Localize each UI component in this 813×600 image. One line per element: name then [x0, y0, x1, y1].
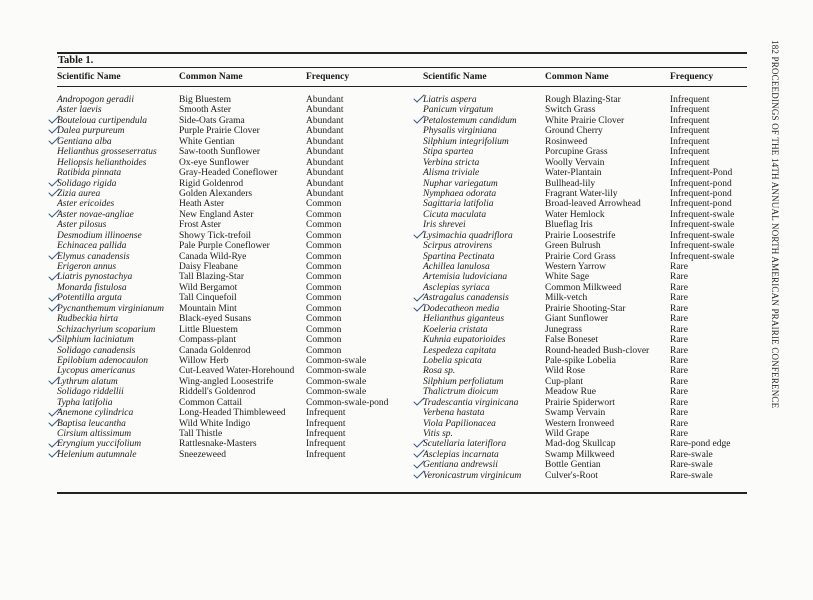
left-scientific-name-cell: Zizia aurea: [57, 188, 101, 199]
right-scientific-name-column: [423, 95, 521, 481]
right-frequency-cell: Rare: [670, 272, 688, 283]
right-common-name-cell: Broad-leaved Arrowhead: [545, 199, 641, 210]
left-scientific-name-cell: Cirsium altissimum: [57, 429, 132, 439]
right-scientific-name-cell: Silphium integrifolium: [423, 136, 509, 147]
bottom-rule: [57, 492, 747, 494]
left-frequency-cell: Abundant: [306, 188, 344, 199]
left-common-name-cell: Cut-Leaved Water-Horehound: [179, 366, 295, 377]
right-common-name-cell: False Boneset: [545, 335, 599, 346]
left-scientific-name-cell: Rudbeckia hirta: [57, 314, 118, 325]
left-frequency-cell: Common-swale: [306, 387, 367, 398]
left-common-name-cell: Tall Thistle: [179, 429, 223, 439]
right-scientific-name-cell: Viola Papilionacea: [423, 418, 496, 429]
right-common-name-cell: Fragrant Water-lily: [545, 188, 618, 199]
check-mark-icon: [413, 115, 425, 125]
left-scientific-name-cell: Dalea purpureum: [57, 126, 125, 137]
left-scientific-name-cell: Gentiana alba: [57, 136, 112, 147]
right-scientific-name-cell: Thalictrum dioicum: [423, 387, 499, 398]
left-frequency-cell: Abundant: [306, 157, 344, 168]
left-frequency-cell: Common: [306, 272, 342, 283]
left-frequency-cell: Common: [306, 220, 342, 231]
right-common-name-column: [545, 95, 649, 481]
right-frequency-cell: Rare: [670, 387, 688, 398]
left-frequency-cell: Common-swale: [306, 355, 367, 366]
right-common-name-cell: Swamp Milkweed: [545, 449, 615, 460]
right-scientific-name-cell: Sagittaria latifolia: [423, 199, 494, 210]
right-common-name-cell: Rosinweed: [545, 136, 588, 147]
left-scientific-name-cell: Typha latifolia: [57, 397, 113, 408]
left-common-name-cell: Golden Alexanders: [179, 188, 253, 199]
right-scientific-name-cell: Veronicastrum virginicum: [423, 470, 522, 481]
right-scientific-name-cell: Gentiana andrewsii: [423, 460, 498, 471]
check-mark-icon: [48, 209, 60, 219]
left-frequency-cell: Common: [306, 209, 342, 220]
right-common-name-cell: Blueflag Iris: [545, 220, 593, 231]
right-frequency-cell: Infrequent-swale: [670, 209, 735, 220]
left-scientific-name-cell: Monarda fistulosa: [57, 282, 127, 293]
left-scientific-name-cell: Aster laevis: [57, 105, 102, 116]
left-common-name-cell: Purple Prairie Clover: [179, 126, 260, 137]
right-common-name-cell: Bottle Gentian: [545, 460, 601, 471]
left-frequency-cell: Common: [306, 314, 342, 325]
right-common-name-cell: Green Bulrush: [545, 241, 601, 252]
left-scientific-name-cell: Solidago canadensis: [57, 345, 136, 356]
right-common-name-cell: Mad-dog Skullcap: [545, 439, 616, 450]
right-scientific-name-cell: Asclepias syriaca: [423, 282, 490, 293]
right-frequency-cell: Rare: [670, 408, 688, 419]
right-scientific-name-cell: Verbena hastata: [423, 408, 485, 419]
left-scientific-name-cell: Aster ericoides: [57, 199, 115, 210]
left-scientific-name-cell: Erigeron annus: [57, 262, 117, 272]
left-scientific-name-cell: Helianthus grosseserratus: [57, 147, 157, 158]
right-scientific-name-cell: Dodecatheon media: [423, 303, 500, 314]
right-scientific-name-cell: Scirpus atrovirens: [423, 241, 493, 252]
right-scientific-name-cell: Astragalus canadensis: [423, 293, 509, 304]
left-common-name-cell: Big Bluestem: [179, 95, 231, 105]
right-frequency-cell: Rare: [670, 293, 688, 304]
right-scientific-name-cell: Verbina stricta: [423, 157, 480, 168]
left-scientific-name-cell: Lythrum alatum: [57, 376, 118, 387]
check-mark-icon: [413, 397, 425, 407]
left-scientific-name-cell: Solidago riddellii: [57, 387, 124, 398]
check-mark-icon: [413, 449, 425, 459]
right-common-name-cell: White Prairie Clover: [545, 115, 625, 126]
check-mark-icon: [48, 418, 60, 428]
check-mark-icon: [48, 408, 60, 418]
right-frequency-column: [670, 95, 734, 481]
left-frequency-cell: Abundant: [306, 115, 344, 126]
left-frequency-cell: Common-swale: [306, 376, 367, 387]
right-frequency-cell: Infrequent: [670, 136, 710, 147]
right-common-name-cell: Water-Plantain: [545, 168, 602, 179]
left-scientific-name-cell: Heliopsis helianthoides: [57, 157, 147, 168]
right-common-name-cell: Meadow Rue: [545, 387, 596, 398]
right-scientific-name-cell: Iris shrevei: [423, 220, 466, 231]
right-scientific-name-cell: Helianthus giganteus: [423, 314, 505, 325]
left-scientific-name-cell: Eryngium yuccifolium: [57, 439, 142, 450]
left-frequency-cell: Abundant: [306, 126, 344, 137]
left-scientific-name-cell: Potentilla arguta: [57, 293, 122, 304]
left-common-name-cell: Showy Tick-trefoil: [179, 230, 252, 241]
left-frequency-cell: Common: [306, 251, 342, 262]
left-common-name-cell: Canada Wild-Rye: [179, 251, 247, 262]
right-scientific-name-cell: Petalostemum candidum: [423, 115, 517, 126]
right-common-name-cell: Pale-spike Lobelia: [545, 355, 616, 366]
right-frequency-cell: Rare: [670, 355, 688, 366]
check-mark-icon: [413, 460, 425, 470]
check-mark-icon: [48, 188, 60, 198]
left-common-name-cell: Tall Cinquefoil: [179, 293, 237, 304]
left-frequency-cell: Infrequent: [306, 418, 346, 429]
left-common-name-cell: Side-Oats Grama: [179, 115, 245, 126]
check-mark-icon: [48, 376, 60, 386]
left-frequency-cell: Common-swale-pond: [306, 397, 389, 408]
right-common-name-cell: Rough Blazing-Star: [545, 95, 621, 105]
right-frequency-cell: Rare: [670, 282, 688, 293]
right-common-name-cell: Giant Sunflower: [545, 314, 609, 325]
right-frequency-cell: Rare: [670, 376, 688, 387]
check-mark-icon: [413, 293, 425, 303]
right-scientific-name-cell: Silphium perfoliatum: [423, 376, 504, 387]
check-mark-icon: [413, 470, 425, 480]
left-common-name-cell: Rigid Goldenrod: [179, 178, 244, 189]
title-rule: [57, 67, 747, 68]
left-scientific-name-cell: Lycopus americanus: [57, 366, 136, 377]
left-scientific-name-cell: Anemone cylindrica: [57, 408, 134, 419]
left-common-name-cell: New England Aster: [179, 209, 254, 220]
header-scientific-name-left: Scientific Name: [57, 72, 121, 82]
right-frequency-cell: Rare-swale: [670, 460, 713, 471]
right-scientific-name-cell: Lobelia spicata: [423, 355, 482, 366]
left-common-name-cell: Mountain Mint: [179, 303, 237, 314]
left-scientific-name-cell: Bouteloua curtipendula: [57, 115, 147, 126]
right-common-name-cell: Switch Grass: [545, 105, 596, 116]
left-frequency-cell: Infrequent: [306, 429, 346, 439]
table-title: Table 1.: [58, 55, 94, 66]
right-common-name-cell: Prairie Spiderwort: [545, 397, 615, 408]
right-common-name-cell: Prairie Loosestrife: [545, 230, 616, 241]
left-common-name-cell: Gray-Headed Coneflower: [179, 168, 278, 179]
right-frequency-cell: Rare-pond edge: [670, 439, 731, 450]
left-common-name-cell: Wild White Indigo: [179, 418, 251, 429]
check-mark-icon: [413, 230, 425, 240]
right-scientific-name-cell: Spartina Pectinata: [423, 251, 495, 262]
left-common-name-cell: Willow Herb: [179, 355, 229, 366]
right-frequency-cell: Infrequent-swale: [670, 241, 735, 252]
right-frequency-cell: Infrequent-pond: [670, 199, 732, 210]
left-frequency-cell: Abundant: [306, 136, 344, 147]
right-common-name-cell: Western Ironweed: [545, 418, 615, 429]
left-common-name-cell: Ox-eye Sunflower: [179, 157, 249, 168]
left-frequency-cell: Abundant: [306, 147, 344, 158]
left-scientific-name-cell: Epilobium adenocaulon: [57, 355, 149, 366]
top-rule: [57, 52, 747, 54]
left-scientific-name-cell: Schizachyrium scoparium: [57, 324, 156, 335]
right-common-name-cell: Porcupine Grass: [545, 147, 608, 158]
right-scientific-name-cell: Artemisia ludoviciana: [423, 272, 508, 283]
left-common-name-cell: Smooth Aster: [179, 105, 231, 116]
left-scientific-name-cell: Aster pilosus: [57, 220, 107, 231]
right-common-name-cell: Bullhead-lily: [545, 178, 596, 189]
right-frequency-cell: Rare: [670, 262, 688, 272]
right-frequency-cell: Infrequent: [670, 126, 710, 137]
right-frequency-cell: Rare: [670, 314, 688, 325]
right-common-name-cell: Wild Grape: [545, 429, 590, 439]
right-frequency-cell: Infrequent-Pond: [670, 168, 733, 179]
left-scientific-name-cell: Helenium autumnale: [57, 449, 137, 460]
right-common-name-cell: Wild Rose: [545, 366, 585, 377]
right-scientific-name-cell: Koeleria cristata: [423, 324, 488, 335]
right-scientific-name-cell: Stipa spartea: [423, 147, 474, 158]
left-common-name-cell: Rattlesnake-Masters: [179, 439, 257, 450]
right-scientific-name-cell: Panicum virgatum: [423, 105, 494, 116]
left-common-name-column: [179, 95, 294, 460]
right-scientific-name-cell: Scutellaria lateriflora: [423, 439, 507, 450]
right-frequency-cell: Rare-swale: [670, 449, 713, 460]
left-common-name-cell: Riddell's Goldenrod: [179, 387, 256, 398]
left-scientific-name-cell: Elymus canadensis: [57, 251, 130, 262]
right-frequency-cell: Infrequent-pond: [670, 178, 732, 189]
left-frequency-cell: Common: [306, 335, 342, 346]
left-frequency-cell: Common: [306, 293, 342, 304]
left-frequency-cell: Infrequent: [306, 408, 346, 419]
check-mark-icon: [48, 125, 60, 135]
header-scientific-name-right: Scientific Name: [423, 72, 487, 82]
left-frequency-cell: Infrequent: [306, 449, 346, 460]
left-frequency-cell: Abundant: [306, 168, 344, 179]
right-scientific-name-cell: Nuphar variegatum: [423, 178, 498, 189]
check-mark-icon: [48, 272, 60, 282]
left-frequency-cell: Common: [306, 303, 342, 314]
left-common-name-cell: Wing-angled Loosestrife: [179, 376, 274, 387]
right-common-name-cell: White Sage: [545, 272, 590, 283]
check-mark-icon: [413, 94, 425, 104]
right-frequency-cell: Rare-swale: [670, 470, 713, 481]
right-scientific-name-cell: Achillea lanulosa: [423, 262, 490, 272]
left-scientific-name-cell: Aster novae-angliae: [57, 209, 134, 220]
left-common-name-cell: Frost Aster: [179, 220, 221, 231]
right-frequency-cell: Rare: [670, 324, 688, 335]
right-frequency-cell: Rare: [670, 366, 688, 377]
check-mark-icon: [48, 115, 60, 125]
left-frequency-cell: Common: [306, 241, 342, 252]
left-scientific-name-cell: Echinacea pallida: [57, 241, 127, 252]
left-common-name-cell: Black-eyed Susans: [179, 314, 252, 325]
right-common-name-cell: Woolly Vervain: [545, 157, 605, 168]
left-frequency-cell: Abundant: [306, 178, 344, 189]
right-scientific-name-cell: Cicuta maculata: [423, 209, 487, 220]
left-common-name-cell: Common Cattail: [179, 397, 243, 408]
right-scientific-name-cell: Vitis sp.: [423, 429, 453, 439]
right-frequency-cell: Infrequent: [670, 115, 710, 126]
check-mark-icon: [48, 449, 60, 459]
left-common-name-cell: Heath Aster: [179, 199, 225, 210]
left-frequency-cell: Common: [306, 324, 342, 335]
right-frequency-cell: Rare: [670, 397, 688, 408]
right-common-name-cell: Water Hemlock: [545, 209, 605, 220]
right-scientific-name-cell: Physalis virginiana: [423, 126, 497, 137]
header-frequency-left: Frequency: [306, 72, 350, 82]
left-scientific-name-cell: Solidago rigida: [57, 178, 117, 189]
right-frequency-cell: Infrequent: [670, 147, 710, 158]
left-common-name-cell: Canada Goldenrod: [179, 345, 251, 356]
right-common-name-cell: Culver's-Root: [545, 470, 598, 481]
left-frequency-cell: Abundant: [306, 95, 344, 105]
left-common-name-cell: White Gentian: [179, 136, 235, 147]
check-mark-icon: [48, 439, 60, 449]
check-mark-icon: [48, 251, 60, 261]
left-scientific-name-cell: Ratibida pinnata: [57, 168, 122, 179]
right-scientific-name-cell: Nymphaea odorata: [423, 188, 497, 199]
left-frequency-cell: Common: [306, 230, 342, 241]
left-frequency-column: [306, 95, 388, 460]
right-frequency-cell: Infrequent: [670, 95, 710, 105]
left-scientific-name-cell: Desmodium illinoense: [57, 230, 142, 241]
right-common-name-cell: Common Milkweed: [545, 282, 622, 293]
header-rule: [57, 86, 747, 87]
check-mark-icon: [413, 303, 425, 313]
right-scientific-name-cell: Kuhnia eupatorioides: [423, 335, 506, 346]
right-frequency-cell: Infrequent-swale: [670, 251, 735, 262]
left-common-name-cell: Saw-tooth Sunflower: [179, 147, 261, 158]
right-scientific-name-cell: Alisma triviale: [423, 168, 480, 179]
left-scientific-name-cell: Baptisa leucantha: [57, 418, 126, 429]
right-scientific-name-cell: Asclepias incarnata: [423, 449, 499, 460]
right-frequency-cell: Infrequent: [670, 157, 710, 168]
check-mark-icon: [48, 293, 60, 303]
left-frequency-cell: Common: [306, 199, 342, 210]
left-frequency-cell: Common: [306, 262, 342, 272]
right-common-name-cell: Cup-plant: [545, 376, 583, 387]
right-common-name-cell: Prairie Shooting-Star: [545, 303, 626, 314]
right-scientific-name-cell: Rosa sp.: [423, 366, 456, 377]
left-frequency-cell: Common: [306, 282, 342, 293]
check-mark-icon: [48, 334, 60, 344]
left-scientific-name-cell: Pycnanthemum virginianum: [57, 303, 165, 314]
left-scientific-name-column: [57, 95, 164, 460]
right-common-name-cell: Western Yarrow: [545, 262, 606, 272]
right-frequency-cell: Rare: [670, 429, 688, 439]
left-scientific-name-cell: Liatris pynostachya: [57, 272, 133, 283]
right-common-name-cell: Prairie Cord Grass: [545, 251, 616, 262]
right-frequency-cell: Infrequent-swale: [670, 220, 735, 231]
left-frequency-cell: Infrequent: [306, 439, 346, 450]
header-frequency-right: Frequency: [670, 72, 714, 82]
check-mark-icon: [48, 136, 60, 146]
left-common-name-cell: Long-Headed Thimbleweed: [179, 408, 286, 419]
running-head: 182 PROCEEDINGS OF THE 14TH ANNUAL NORTH AMERICAN PRAIRIE CONFERENCE: [770, 40, 780, 409]
left-frequency-cell: Abundant: [306, 105, 344, 116]
right-frequency-cell: Infrequent-swale: [670, 230, 735, 241]
right-common-name-cell: Milk-vetch: [545, 293, 588, 304]
right-common-name-cell: Ground Cherry: [545, 126, 603, 137]
right-frequency-cell: Rare: [670, 345, 688, 356]
check-mark-icon: [48, 178, 60, 188]
right-frequency-cell: Infrequent-pond: [670, 188, 732, 199]
left-common-name-cell: Sneezeweed: [179, 449, 226, 460]
left-scientific-name-cell: Silphium laciniatum: [57, 335, 134, 346]
right-scientific-name-cell: Lysimachia quadriflora: [423, 230, 513, 241]
left-common-name-cell: Little Bluestem: [179, 324, 238, 335]
header-common-name-left: Common Name: [179, 72, 243, 82]
right-scientific-name-cell: Tradescantia virginicana: [423, 397, 519, 408]
left-frequency-cell: Common: [306, 345, 342, 356]
left-scientific-name-cell: Andropogon geradii: [57, 95, 134, 105]
right-common-name-cell: Swamp Vervain: [545, 408, 606, 419]
right-common-name-cell: Junegrass: [545, 324, 582, 335]
check-mark-icon: [48, 303, 60, 313]
check-mark-icon: [413, 439, 425, 449]
right-common-name-cell: Round-headed Bush-clover: [545, 345, 650, 356]
left-common-name-cell: Tall Blazing-Star: [179, 272, 245, 283]
left-common-name-cell: Compass-plant: [179, 335, 236, 346]
left-common-name-cell: Daisy Fleabane: [179, 262, 238, 272]
right-frequency-cell: Rare: [670, 418, 688, 429]
left-common-name-cell: Pale Purple Coneflower: [179, 241, 270, 252]
right-scientific-name-cell: Liatris aspera: [423, 95, 477, 105]
right-frequency-cell: Infrequent: [670, 105, 710, 116]
right-frequency-cell: Rare: [670, 303, 688, 314]
header-common-name-right: Common Name: [545, 72, 609, 82]
left-frequency-cell: Common-swale: [306, 366, 367, 377]
left-common-name-cell: Wild Bergamot: [179, 282, 238, 293]
right-scientific-name-cell: Lespedeza capitata: [423, 345, 497, 356]
right-frequency-cell: Rare: [670, 335, 688, 346]
